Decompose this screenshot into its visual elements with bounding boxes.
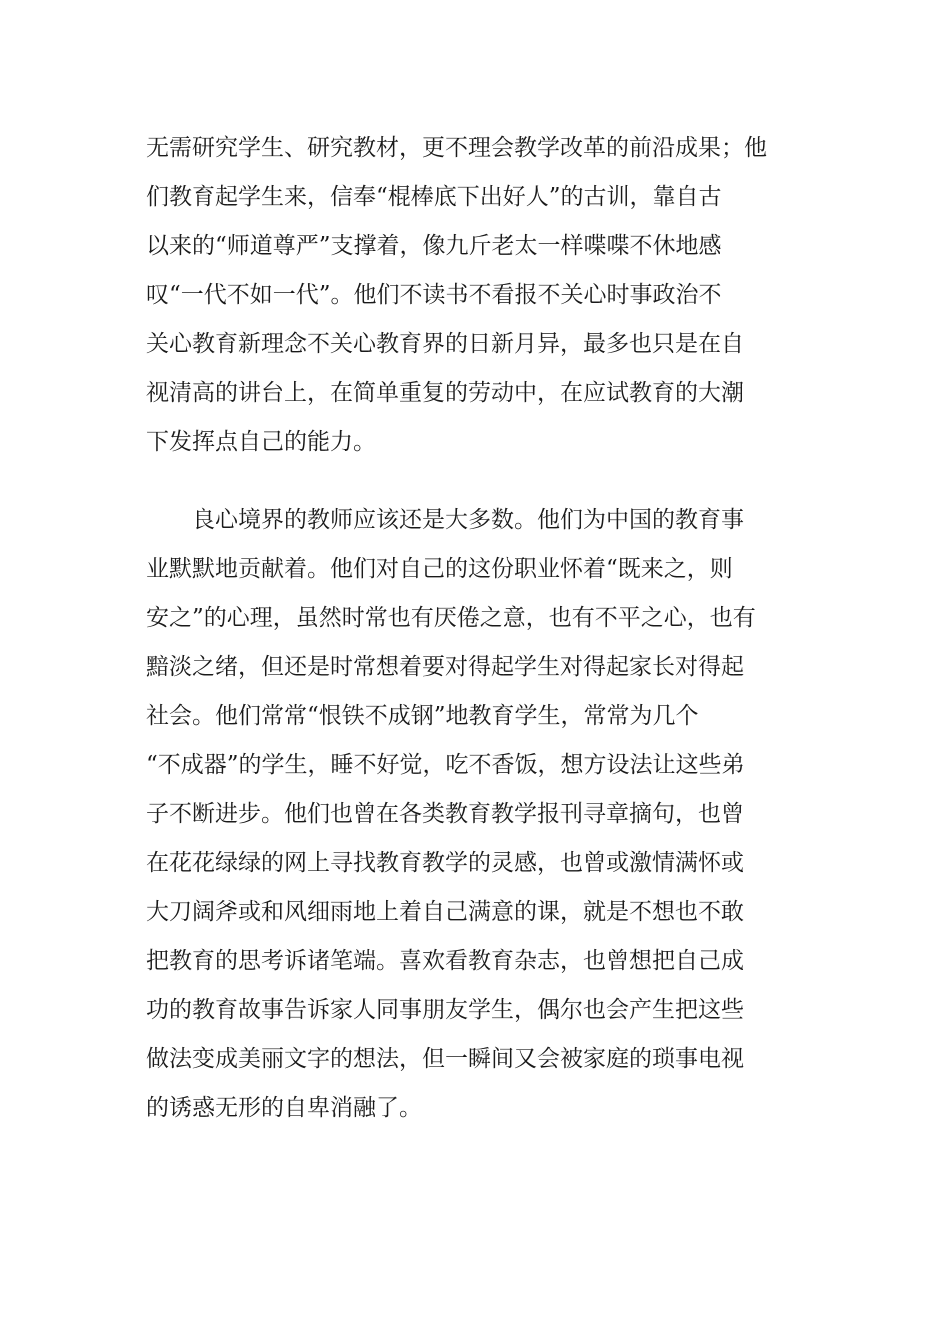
text-line: 的诱惑无形的自卑消融了。 [146, 1095, 422, 1121]
text-line: 功的教育故事告诉家人同事朋友学生，偶尔也会产生把这些 [146, 997, 744, 1023]
text-line: 大刀阔斧或和风细雨地上着自己满意的课，就是不想也不敢 [146, 899, 744, 925]
text-line: “不成器”的学生，睡不好觉，吃不香饭，想方设法让这些弟 [146, 752, 745, 778]
text-line: 视清高的讲台上，在简单重复的劳动中，在应试教育的大潮 [146, 380, 744, 406]
text-line: 业默默地贡献着。他们对自己的这份职业怀着“既来之，则 [146, 556, 733, 582]
text-line: 无需研究学生、研究教材，更不理会教学改革的前沿成果；他 [146, 135, 767, 161]
text-line: 良心境界的教师应该还是大多数。他们为中国的教育事 [146, 507, 744, 533]
text-line: 在花花绿绿的网上寻找教育教学的灵感，也曾或激情满怀或 [146, 850, 744, 876]
text-line: 黯淡之绪，但还是时常想着要对得起学生对得起家长对得起 [146, 654, 744, 680]
paragraph-1 [146, 124, 810, 467]
text-line: 叹“一代不如一代”。他们不读书不看报不关心时事政治不 [146, 282, 722, 308]
text-line: 安之”的心理，虽然时常也有厌倦之意，也有不平之心，也有 [146, 605, 756, 631]
text-line: 以来的“师道尊严”支撑着，像九斤老太一样喋喋不休地感 [146, 233, 722, 259]
text-line: 子不断进步。他们也曾在各类教育教学报刊寻章摘句，也曾 [146, 801, 744, 827]
text-line: 把教育的思考诉诸笔端。喜欢看教育杂志，也曾想把自己成 [146, 948, 744, 974]
paragraph-2 [146, 496, 810, 1133]
text-line: 下发挥点自己的能力。 [146, 429, 376, 455]
text-line: 关心教育新理念不关心教育界的日新月异，最多也只是在自 [146, 331, 744, 357]
text-line: 做法变成美丽文字的想法，但一瞬间又会被家庭的琐事电视 [146, 1046, 744, 1072]
text-line: 们教育起学生来，信奉“棍棒底下出好人”的古训，靠自古 [146, 184, 722, 210]
text-line: 社会。他们常常“恨铁不成钢”地教育学生，常常为几个 [146, 703, 699, 729]
